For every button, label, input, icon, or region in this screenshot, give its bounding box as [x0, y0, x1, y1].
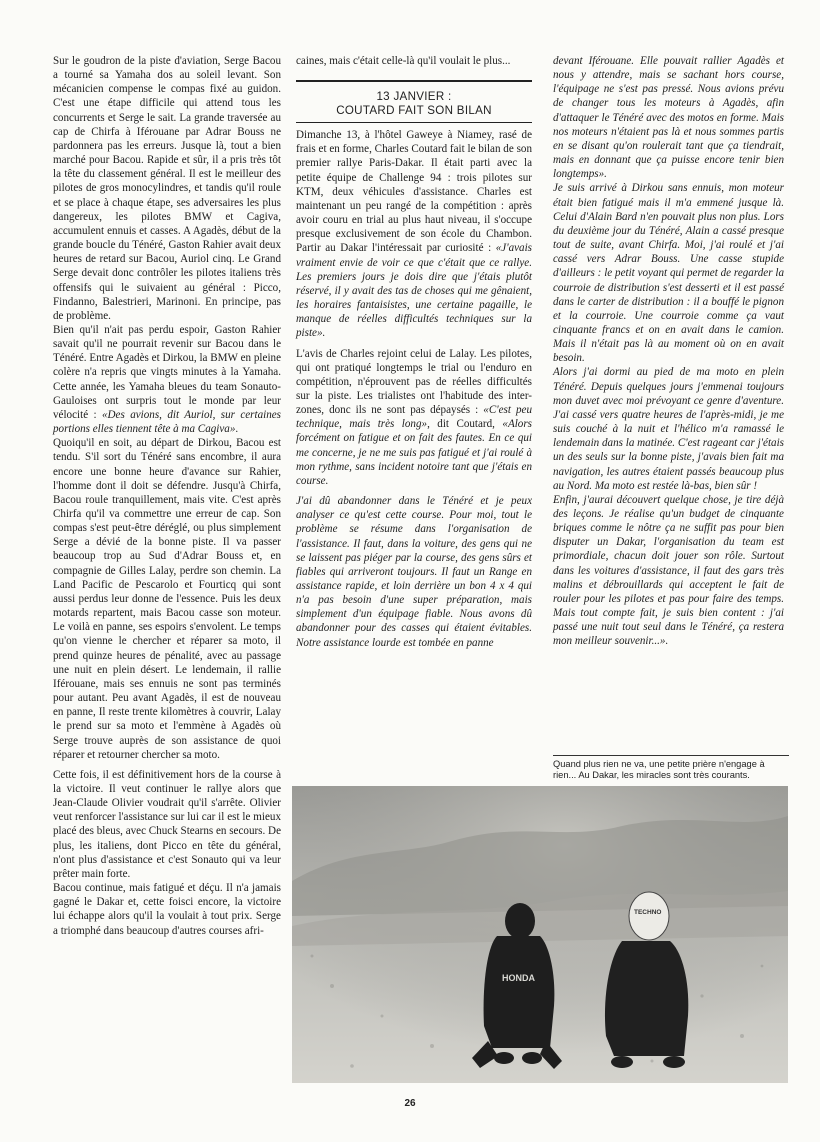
paragraph: Je suis arrivé à Dirkou sans ennuis, mon moteur était bien fatigué mais il m'a emmené jusque là. Celui d'Alain Bard n'en pouvait plus non plus. Lors du deuxième jour du Ténéré, Alain a cassé presque tout de suite, avant Chirfa. Moi, j'ai roulé et j'ai cassé vers Adrar Bouss. Une casse stupide d'ailleurs : le petit voyant qui permet de regarder la courroie de distribution s'est desserti et il est passé dans le carter de distribution : il a bouffé le pignon et la courroie. Une courroie comme ça vaut cinquante francs et on en avait dans le camion. Mais il n'était pas là au moment où on en avait besoin. — [553, 182, 784, 365]
paragraph: Enfin, j'aurai découvert quelque chose, je tire déjà des leçons. Je réalise qu'un budget de cinquante briques comme le nôtre ça ne suffit pas pour bien disputer un Dakar, l'organisation du team est primordiale, chacun doit jouer son rôle. Surtout dans les voitures d'assistance, il faut des gars très malins et débrouillards qui acceptent le fait de rouler pour les pilotes et pas pour faire des temps. Mais tout compte fait, je suis bien content : j'ai passé une nuit tout seul dans le Ténéré, ça restera mon meilleur souvenir...». — [553, 493, 784, 648]
paragraph: L'avis de Charles rejoint celui de Lalay. Les pilotes, qui ont pratiqué longtemps le trial ou l'enduro en compétition, n'éprouvent pas de réelles difficultés sur la piste. Les trialistes ont l'habitude des inter-zones, donc ils ne sont pas dépaysés : «C'est peu technique, mais très long», dit Coutard, «Alors forcément on fatigue et on fait des fautes. En ce qui me concerne, je ne me suis pas fatigué et j'ai roulé à mon rythme, sans incident notoire tant que j'étais en course. — [296, 347, 532, 487]
article-column-1 — [53, 54, 281, 938]
paragraph: caines, mais c'était celle-là qu'il voulait le plus... — [296, 55, 511, 67]
paragraph: devant Iférouane. Elle pouvait rallier Agadès et nous y attendre, mais se sachant hors course, l'équipage ne s'est pas pressé. Nous avions prévu de changer tous les moteurs à Agadès, afin d'attaquer le Ténéré avec des motos en forme. Mais nos moteurs n'étaient pas là et nous sommes partis en se disant qu'on roulerait tant que ça tiendrait, mais en donnant que ça puisse encore tenir bien longtemps». — [553, 55, 784, 181]
helmet-logo: TECHNO — [634, 909, 662, 916]
paragraph: J'ai dû abandonner dans le Ténéré et je peux analyser ce qu'est cette course. Pour moi, tout le problème se résume dans l'organisation de l'assistance. Il faut, dans la voiture, des gens qui ne se laissent pas piéger par la course, des gens sûrs et fiables qui arriveront toujours. Il faut un Range en assistance rapide, et loin derrière un bon 4 x 4 qui n'a pas besoin d'une super préparation, mais simplement d'un équipage fiable. Nous avons dû abandonner pour des casses qui étaient évitables. Notre assistance lourde est tombée en panne — [296, 495, 532, 649]
heading-rule — [296, 122, 532, 123]
quote: «C'est peu technique, mais très long» — [296, 404, 532, 431]
photo-praying-riders — [292, 786, 788, 1083]
paragraph: Dimanche 13, à l'hôtel Gaweye à Niamey, rasé de frais et en forme, Charles Coutard fait le bilan de son premier rallye Paris-Dakar. Il était parti avec la petite équipe de Challenge 94 : trois pilotes sur KTM, deux véhicules d'assistance. Charles est maintenant un peu rangé de la compétition : après avoir couru en trial au plus haut niveau, il s'occupe presque exclusivement de son école du Chambon. Partir au Dakar l'intéressait par curiosité : «J'avais vraiment envie de voir ce que c'était que ce rallye. Les premiers jours je dois dire que j'étais plutôt réservé, il y avait des tas de choses qui me gênaient, les horaires fantaisistes, une certaine pagaille, le manque de réelles difficultés techniques sur la piste». — [296, 129, 532, 340]
quote: «J'avais vraiment envie de voir ce que c'était que ce rallye. Les premiers jours je dois dire que j'étais plutôt réservé, il y avait des tas de choses qui me gênaient, les horaires fantaisistes, une certaine pagaille, le manque de réelles difficultés techniques sur la piste». — [296, 242, 532, 340]
paragraph: Bien qu'il n'ait pas perdu espoir, Gaston Rahier savait qu'il ne pourrait revenir sur Bacou dans le Ténéré. Entre Agadès et Dirkou, la BMW en pleine colère n'a repris que vingts minutes à la Yamaha. Cette année, les Yamaha bleues du team Sonauto-Gauloises ont surpris tout le monde par leur vélocité : «Des avions, dit Auriol, sur certaines portions elles tiennent tête à ma Cagiva». — [53, 323, 281, 436]
section-heading-title: COUTARD FAIT SON BILAN — [336, 104, 492, 118]
quote: «Des avions, dit Auriol, sur certaines portions elles tiennent tête à ma Cagiva» — [53, 408, 281, 436]
section-heading-date: 13 JANVIER : — [376, 90, 452, 104]
paragraph: Bacou continue, mais fatigué et déçu. Il n'a jamais gagné le Dakar et, cette foisci encore, la victoire lui échappe alors qu'il la voulait à tout prix. Serge a triomphé dans beaucoup d'autres courses afri- — [53, 882, 281, 937]
section-heading — [296, 90, 532, 118]
paragraph: Quoiqu'il en soit, au départ de Dirkou, Bacou est tendu. S'il sort du Ténéré sans encombre, il aura encore une bonne heure d'avance sur Rahier, l'homme dont il doit se défendre. Jusqu'à Chirfa, Bacou roule tranquillement, mais vite. C'est après Chirfa qu'il va commettre une erreur de cap. Son compas s'est peut-être déréglé, ou plus simplement Serge a dévié de la bonne piste. Il va passer beaucoup trop au Sud d'Adrar Bouss et, en compagnie de Gilles Lalay, perdre son chemin. La Land Pacific de Pescarolo et Fourticq qui sont aussi perdus leur donne de l'essence. Puis les deux motards repartent, mais Bacou casse son moteur. Le voilà en panne, ses espoirs s'envolent. Le temps qu'on vienne le chercher et réparer sa moto, il prend quinze heures de pénalité, avec au passage une nuit en plein désert. Le lendemain, il rallie Iférouane, mais ses ennuis ne sont pas terminés pour autant. Peu avant Agadès, il est de nouveau en panne, Il reste trente kilomètres à couvrir, Lalay le prend sur sa moto et l'emmène à Agadès où Serge trouve auprès de son assistance de quoi réparer et retourner chercher sa moto. — [53, 437, 281, 761]
article-column-2 — [296, 54, 532, 650]
page-number: 26 — [404, 1098, 416, 1109]
section-divider — [296, 80, 532, 82]
paragraph: Alors j'ai dormi au pied de ma moto en plein Ténéré. Depuis quelques jours j'emmenai toujours mon duvet avec moi prévoyant ce genre d'aventure. J'ai cassé vers quatre heures de l'après-midi, je me suis couché à la nuit et l'hélico m'a ramassé le lendemain dans la matinée. C'est rageant car j'étais un des seuls sur la bonne piste, j'avais bien fait ma navigation, les autres étaient passés beaucoup plus au Nord. Ma moto est restée là-bas, bien sûr ! — [553, 366, 784, 492]
quote: «Alors forcément on fatigue et on fait des fautes. En ce qui me concerne, je ne me suis pas fatigué et j'ai roulé à mon rythme, sans incident notoire tant que j'étais en course. — [296, 418, 532, 487]
photo-caption: Quand plus rien ne va, une petite prière n'engage à rien... Au Dakar, les miracles sont très courants. — [553, 755, 789, 782]
photo-image — [292, 786, 788, 1083]
paragraph: Sur le goudron de la piste d'aviation, Serge Bacou a tourné sa Yamaha dos au soleil levant. Son mécanicien compense le compas fixé au guidon. C'est une étape difficile qui attend tous les concurrents et Serge le sait. La grande traversée au cap de Chirfa à Iférouane par Adrar Bouss ne pardonnera pas les erreurs. Jusque là, tout a bien marché pour Bacou. Rapide et sûr, il a pris très tôt la tête du classement général. Il est le meilleur des pilotes de gros monocylindres, et tandis qu'il roule et se place à chaque étape, ses adversaires les plus dangereux, les pilotes BMW et Cagiva, accumulent ennuis et casses. A Agadès, début de la grande boucle du Ténéré, Gaston Rahier avait deux heures de retard sur Bacou, Auriol cinq. Le Grand Serge devait donc contrôler les pilotes italiens très offensifs qui le suivaient au général : Picco, Findanno, Balestrieri, Marinoni. En principe, pas de problème. — [53, 55, 281, 322]
paragraph: Cette fois, il est définitivement hors de la course à la victoire. Il veut continuer le rallye alors que Jean-Claude Olivier voudrait qu'il s'arrête. Olivier veut renforcer l'assistance sur lui car il est le mieux placé des bleus, avec Chuck Stearns en secours. De plus, les italiens, dont Picco en tête du général, n'ont plus d'assistance et c'est Sonauto qui va leur prêter main forte. — [53, 768, 281, 880]
article-column-3 — [553, 54, 784, 649]
jacket-logo: HONDA — [502, 973, 535, 983]
